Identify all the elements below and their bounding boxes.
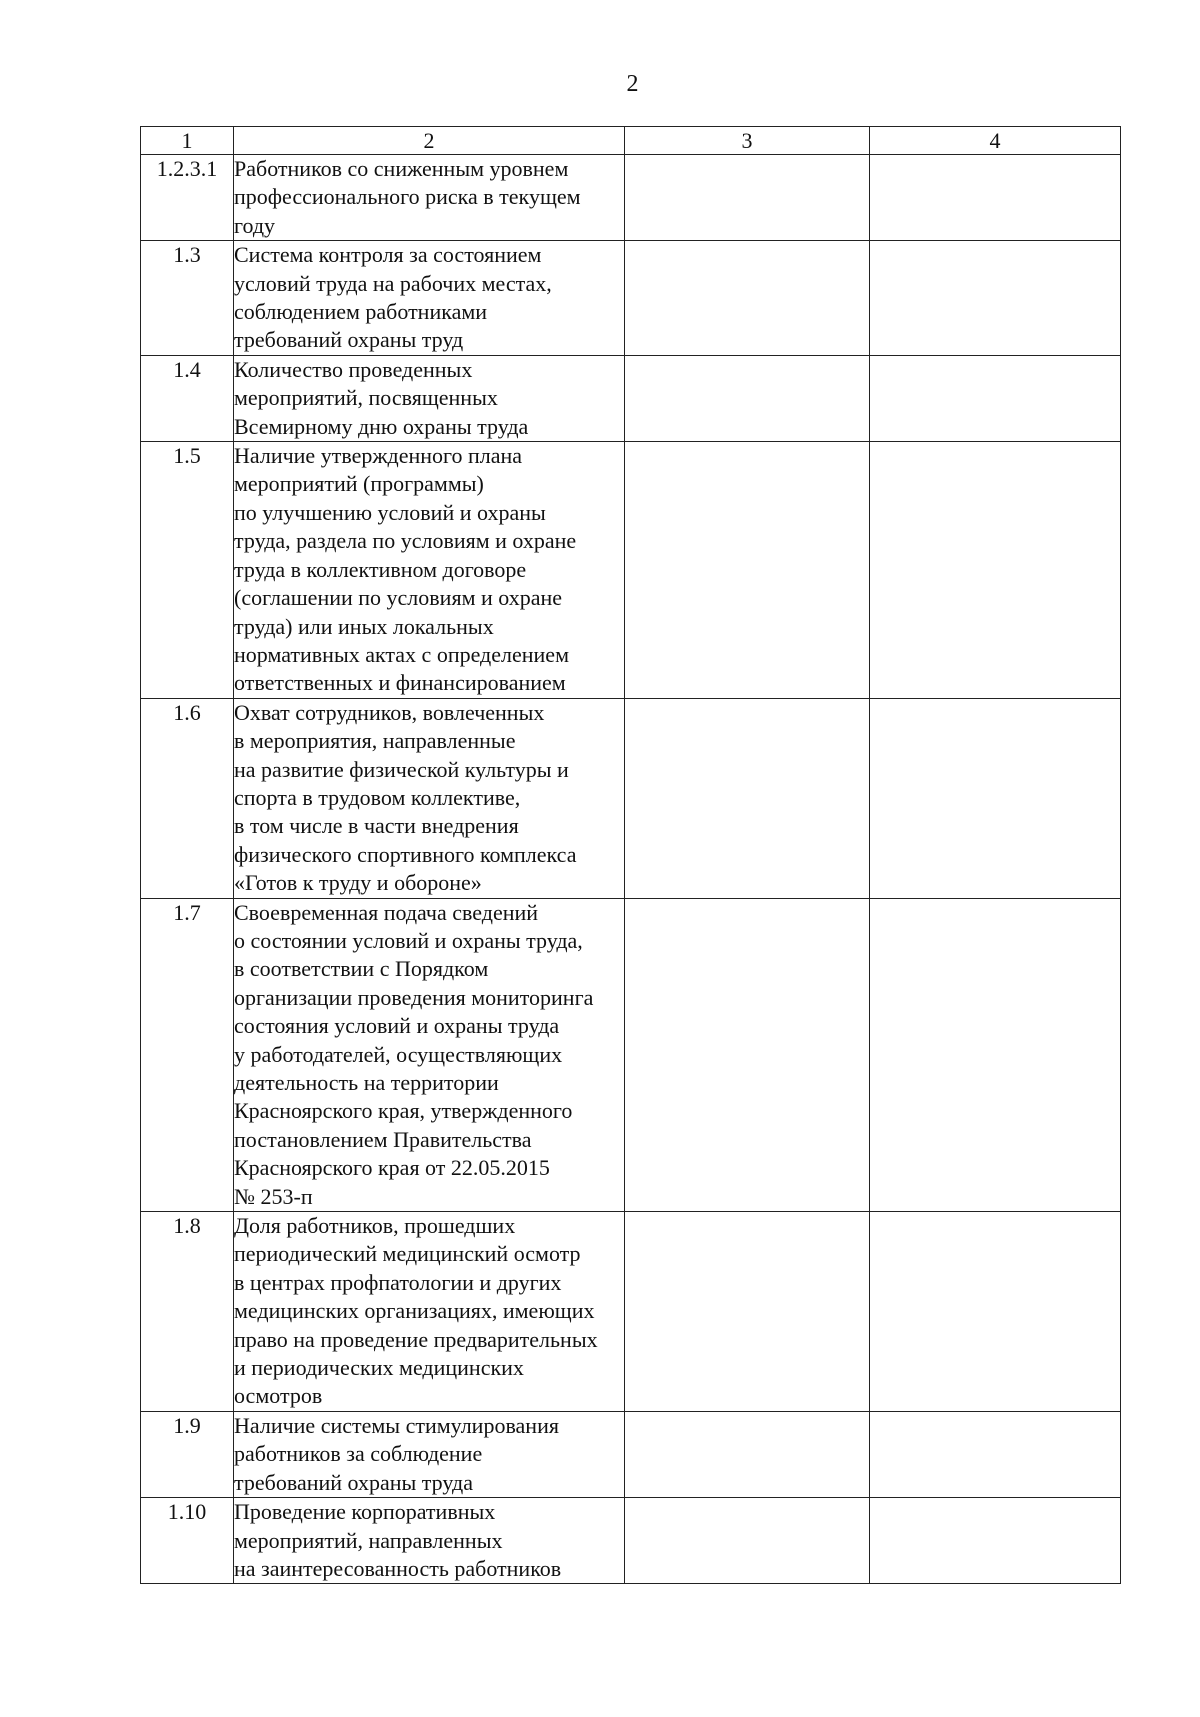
row-number: 1.6 [141,698,234,898]
table-row [141,241,1121,356]
row-number: 1.9 [141,1411,234,1497]
row-description: Своевременная подача сведений о состоянии условий и охраны труда, в соответствии с Порядком организации проведения мониторинга состояния условий и охраны труда у работодателей, осуществляющих деятельность на территории Красноярского края, утвержденного постановлением Правительства Красноярского края от 22.05.2015 № 253-п [234,898,625,1211]
row-number: 1.3 [141,241,234,356]
table-row [141,155,1121,241]
row-value-col4 [870,355,1121,441]
row-description: Наличие утвержденного плана мероприятий (программы) по улучшению условий и охраны труда, раздела по условиям и охране труда в коллективном договоре (соглашении по условиям и охране труда) или иных локальных нормативных актах с определением ответственных и финансированием [234,442,625,699]
column-header-1: 1 [141,127,234,155]
row-value-col4 [870,155,1121,241]
row-value-col4 [870,1411,1121,1497]
row-description: Работников со сниженным уровнем профессионального риска в текущем году [234,155,625,241]
row-description: Проведение корпоративных мероприятий, направленных на заинтересованность работников [234,1498,625,1584]
row-number: 1.10 [141,1498,234,1584]
table-row [141,1212,1121,1412]
row-description: Количество проведенных мероприятий, посвященных Всемирному дню охраны труда [234,355,625,441]
row-value-col4 [870,442,1121,699]
row-value-col3 [625,155,870,241]
row-value-col3 [625,1411,870,1497]
row-value-col4 [870,1498,1121,1584]
row-number: 1.7 [141,898,234,1211]
table-row [141,355,1121,441]
table-header-row [141,127,1121,155]
row-description: Охват сотрудников, вовлеченных в мероприятия, направленные на развитие физической культуры и спорта в трудовом коллективе, в том числе в части внедрения физического спортивного комплекса «Готов к труду и обороне» [234,698,625,898]
table-row [141,1498,1121,1584]
row-value-col4 [870,1212,1121,1412]
table-row [141,442,1121,699]
table-row [141,898,1121,1211]
row-value-col4 [870,241,1121,356]
table-row [141,698,1121,898]
column-header-3: 3 [625,127,870,155]
row-number: 1.5 [141,442,234,699]
row-value-col3 [625,1498,870,1584]
row-value-col3 [625,898,870,1211]
row-value-col3 [625,241,870,356]
row-description: Система контроля за состоянием условий труда на рабочих местах, соблюдением работниками требований охраны труд [234,241,625,356]
indicators-table [140,126,1121,1584]
row-value-col4 [870,898,1121,1211]
row-number: 1.8 [141,1212,234,1412]
page-number: 2 [626,71,639,97]
row-description: Наличие системы стимулирования работников за соблюдение требований охраны труда [234,1411,625,1497]
table-row [141,1411,1121,1497]
row-value-col3 [625,1212,870,1412]
row-value-col4 [870,698,1121,898]
row-value-col3 [625,698,870,898]
row-value-col3 [625,355,870,441]
column-header-2: 2 [234,127,625,155]
row-value-col3 [625,442,870,699]
column-header-4: 4 [870,127,1121,155]
row-number: 1.4 [141,355,234,441]
row-description: Доля работников, прошедших периодический медицинский осмотр в центрах профпатологии и других медицинских организациях, имеющих право на проведение предварительных и периодических медицинских осмотров [234,1212,625,1412]
row-number: 1.2.3.1 [141,155,234,241]
